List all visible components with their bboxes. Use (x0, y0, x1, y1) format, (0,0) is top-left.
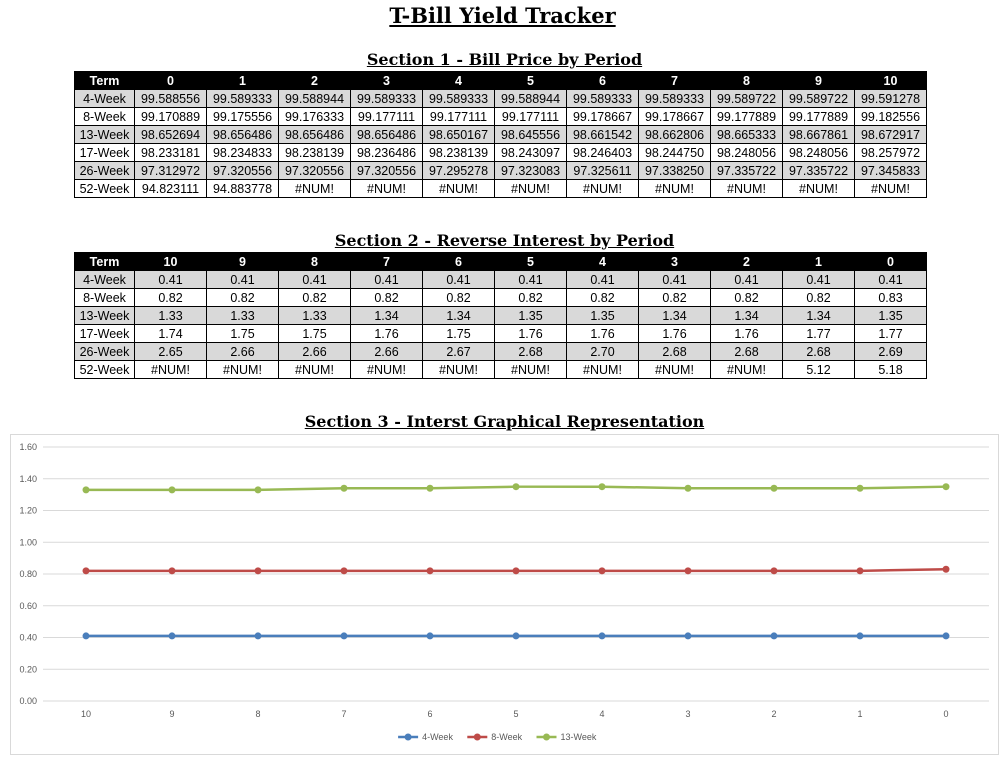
value-cell: 0.41 (351, 271, 423, 289)
value-cell: #NUM! (135, 361, 207, 379)
data-point (83, 486, 90, 493)
table-row (75, 271, 927, 289)
table-row (75, 180, 927, 198)
value-cell: 0.41 (711, 271, 783, 289)
y-tick-label: 0.80 (19, 569, 37, 579)
data-point (599, 567, 606, 574)
value-cell: 0.82 (711, 289, 783, 307)
value-cell: 0.82 (567, 289, 639, 307)
value-cell: #NUM! (639, 180, 711, 198)
term-cell: 8-Week (75, 108, 135, 126)
data-point (685, 485, 692, 492)
value-cell: 1.75 (207, 325, 279, 343)
value-cell: 0.41 (495, 271, 567, 289)
value-cell: 97.335722 (783, 162, 855, 180)
value-cell: 0.82 (135, 289, 207, 307)
value-cell: 2.69 (855, 343, 927, 361)
value-cell: 97.338250 (639, 162, 711, 180)
value-cell: 1.34 (639, 307, 711, 325)
value-cell: 1.34 (423, 307, 495, 325)
value-cell: 98.234833 (207, 144, 279, 162)
value-cell: 2.66 (207, 343, 279, 361)
column-header: 10 (855, 72, 927, 90)
value-cell: 0.82 (279, 289, 351, 307)
value-cell: 99.589333 (567, 90, 639, 108)
value-cell: 98.248056 (783, 144, 855, 162)
value-cell: 98.233181 (135, 144, 207, 162)
value-cell: 99.170889 (135, 108, 207, 126)
value-cell: 1.34 (711, 307, 783, 325)
value-cell: 98.650167 (423, 126, 495, 144)
interest-line-chart (10, 434, 999, 755)
value-cell: #NUM! (495, 361, 567, 379)
value-cell: 1.33 (135, 307, 207, 325)
data-point (83, 567, 90, 574)
value-cell: 1.76 (495, 325, 567, 343)
value-cell: 99.589333 (639, 90, 711, 108)
value-cell: 97.325611 (567, 162, 639, 180)
value-cell: 1.75 (423, 325, 495, 343)
column-header: 5 (495, 72, 567, 90)
term-cell: 8-Week (75, 289, 135, 307)
data-point (255, 632, 262, 639)
value-cell: 94.883778 (207, 180, 279, 198)
value-cell: 5.18 (855, 361, 927, 379)
value-cell: 0.82 (423, 289, 495, 307)
value-cell: #NUM! (423, 180, 495, 198)
x-tick-label: 1 (857, 709, 863, 719)
value-cell: 99.588556 (135, 90, 207, 108)
value-cell: 98.661542 (567, 126, 639, 144)
table-row (75, 162, 927, 180)
value-cell: 0.41 (639, 271, 711, 289)
data-point (341, 632, 348, 639)
column-header: 10 (135, 253, 207, 271)
data-point (943, 566, 950, 573)
column-header: 6 (423, 253, 495, 271)
column-header: 9 (207, 253, 279, 271)
x-tick-label: 6 (427, 709, 433, 719)
value-cell: #NUM! (639, 361, 711, 379)
value-cell: 98.236486 (351, 144, 423, 162)
data-point (599, 483, 606, 490)
value-cell: 1.33 (279, 307, 351, 325)
value-cell: 2.66 (351, 343, 423, 361)
y-tick-label: 0.00 (19, 696, 37, 706)
table-row (75, 325, 927, 343)
value-cell: 98.243097 (495, 144, 567, 162)
value-cell: 2.68 (495, 343, 567, 361)
value-cell: #NUM! (207, 361, 279, 379)
value-cell: 99.589722 (783, 90, 855, 108)
x-tick-label: 3 (685, 709, 691, 719)
value-cell: #NUM! (855, 180, 927, 198)
value-cell: 0.41 (279, 271, 351, 289)
data-point (169, 567, 176, 574)
value-cell: 97.320556 (279, 162, 351, 180)
value-cell: 99.589722 (711, 90, 783, 108)
value-cell: 0.82 (207, 289, 279, 307)
data-point (169, 486, 176, 493)
data-point (771, 567, 778, 574)
legend-marker (543, 734, 550, 741)
data-point (599, 632, 606, 639)
y-tick-label: 0.40 (19, 632, 37, 643)
value-cell: 99.588944 (495, 90, 567, 108)
value-cell: 94.823111 (135, 180, 207, 198)
value-cell: 98.665333 (711, 126, 783, 144)
term-cell: 13-Week (75, 126, 135, 144)
column-header: 5 (495, 253, 567, 271)
column-header: 9 (783, 72, 855, 90)
value-cell: 97.312972 (135, 162, 207, 180)
value-cell: 0.41 (783, 271, 855, 289)
value-cell: 98.248056 (711, 144, 783, 162)
table-row (75, 108, 927, 126)
value-cell: 98.246403 (567, 144, 639, 162)
value-cell: 2.65 (135, 343, 207, 361)
legend-label: 13-Week (560, 732, 597, 742)
x-tick-label: 0 (943, 709, 949, 719)
value-cell: 0.82 (783, 289, 855, 307)
table-row (75, 144, 927, 162)
value-cell: 99.588944 (279, 90, 351, 108)
value-cell: 99.177889 (711, 108, 783, 126)
value-cell: #NUM! (711, 180, 783, 198)
term-cell: 26-Week (75, 343, 135, 361)
column-header: 1 (783, 253, 855, 271)
value-cell: 98.652694 (135, 126, 207, 144)
value-cell: #NUM! (783, 180, 855, 198)
table-row (75, 126, 927, 144)
value-cell: 99.178667 (639, 108, 711, 126)
value-cell: 98.244750 (639, 144, 711, 162)
value-cell: 97.295278 (423, 162, 495, 180)
term-cell: 13-Week (75, 307, 135, 325)
data-point (341, 567, 348, 574)
value-cell: 98.656486 (207, 126, 279, 144)
data-point (857, 632, 864, 639)
y-tick-label: 1.20 (19, 505, 37, 516)
term-cell: 52-Week (75, 180, 135, 198)
value-cell: 1.34 (783, 307, 855, 325)
table-header-row (75, 253, 927, 271)
value-cell: 1.77 (855, 325, 927, 343)
term-cell: 17-Week (75, 144, 135, 162)
value-cell: #NUM! (279, 361, 351, 379)
value-cell: 99.178667 (567, 108, 639, 126)
value-cell: 2.68 (783, 343, 855, 361)
column-header: 2 (711, 253, 783, 271)
value-cell: #NUM! (567, 180, 639, 198)
data-point (857, 567, 864, 574)
value-cell: 2.70 (567, 343, 639, 361)
value-cell: 97.345833 (855, 162, 927, 180)
x-tick-label: 9 (169, 709, 175, 719)
value-cell: 97.323083 (495, 162, 567, 180)
value-cell: #NUM! (711, 361, 783, 379)
data-point (771, 632, 778, 639)
value-cell: 0.41 (855, 271, 927, 289)
term-cell: 52-Week (75, 361, 135, 379)
column-header: 1 (207, 72, 279, 90)
value-cell: 97.335722 (711, 162, 783, 180)
table-row (75, 361, 927, 379)
value-cell: 1.76 (711, 325, 783, 343)
value-cell: 1.75 (279, 325, 351, 343)
data-point (857, 485, 864, 492)
value-cell: 0.82 (351, 289, 423, 307)
value-cell: 1.77 (783, 325, 855, 343)
value-cell: 0.41 (567, 271, 639, 289)
value-cell: 99.589333 (351, 90, 423, 108)
section2-title: Section 2 - Reverse Interest by Period (334, 231, 675, 250)
x-tick-label: 4 (599, 709, 605, 719)
value-cell: 5.12 (783, 361, 855, 379)
value-cell: 99.177889 (783, 108, 855, 126)
y-tick-label: 1.60 (19, 442, 37, 452)
value-cell: 2.67 (423, 343, 495, 361)
column-header: 4 (567, 253, 639, 271)
term-cell: 17-Week (75, 325, 135, 343)
value-cell: 2.68 (711, 343, 783, 361)
value-cell: 99.175556 (207, 108, 279, 126)
value-cell: 0.41 (207, 271, 279, 289)
value-cell: #NUM! (495, 180, 567, 198)
value-cell: 1.76 (639, 325, 711, 343)
value-cell: 98.667861 (783, 126, 855, 144)
value-cell: 99.589333 (423, 90, 495, 108)
value-cell: 1.35 (567, 307, 639, 325)
value-cell: 1.35 (855, 307, 927, 325)
table-row (75, 90, 927, 108)
column-header: 3 (639, 253, 711, 271)
value-cell: 2.68 (639, 343, 711, 361)
value-cell: 99.182556 (855, 108, 927, 126)
column-header: 8 (279, 253, 351, 271)
term-cell: 4-Week (75, 90, 135, 108)
data-point (943, 483, 950, 490)
data-point (513, 483, 520, 490)
value-cell: #NUM! (423, 361, 495, 379)
legend-marker (474, 734, 481, 741)
value-cell: 98.238139 (279, 144, 351, 162)
value-cell: #NUM! (351, 361, 423, 379)
data-point (943, 632, 950, 639)
value-cell: #NUM! (279, 180, 351, 198)
data-point (771, 485, 778, 492)
value-cell: 98.645556 (495, 126, 567, 144)
x-tick-label: 2 (771, 709, 777, 719)
column-header: 7 (639, 72, 711, 90)
data-point (513, 567, 520, 574)
value-cell: 0.41 (423, 271, 495, 289)
x-tick-label: 5 (513, 709, 519, 719)
x-tick-label: 10 (80, 709, 92, 719)
value-cell: 97.320556 (207, 162, 279, 180)
value-cell: #NUM! (567, 361, 639, 379)
x-tick-label: 8 (255, 709, 261, 719)
value-cell: 0.82 (495, 289, 567, 307)
x-tick-label: 7 (341, 709, 347, 719)
value-cell: 99.177111 (351, 108, 423, 126)
data-point (685, 632, 692, 639)
table-row (75, 343, 927, 361)
column-header: 3 (351, 72, 423, 90)
chart-svg (11, 435, 998, 754)
value-cell: 1.74 (135, 325, 207, 343)
value-cell: 98.257972 (855, 144, 927, 162)
value-cell: 1.76 (567, 325, 639, 343)
section3-title: Section 3 - Interst Graphical Representation (304, 412, 705, 431)
reverse-interest-table (74, 252, 927, 379)
table-header-row (75, 72, 927, 90)
column-header: 7 (351, 253, 423, 271)
y-tick-label: 0.60 (19, 600, 37, 611)
term-cell: 4-Week (75, 271, 135, 289)
y-tick-label: 1.40 (19, 473, 37, 484)
data-point (427, 485, 434, 492)
value-cell: 98.656486 (279, 126, 351, 144)
value-cell: 97.320556 (351, 162, 423, 180)
value-cell: 98.656486 (351, 126, 423, 144)
page-title: T-Bill Yield Tracker (389, 3, 616, 28)
data-point (255, 567, 262, 574)
y-tick-label: 1.00 (19, 537, 37, 548)
term-cell: 26-Week (75, 162, 135, 180)
data-point (255, 486, 262, 493)
value-cell: #NUM! (351, 180, 423, 198)
section1-title: Section 1 - Bill Price by Period (366, 50, 643, 69)
value-cell: 98.238139 (423, 144, 495, 162)
column-header: 6 (567, 72, 639, 90)
value-cell: 99.591278 (855, 90, 927, 108)
value-cell: 98.662806 (639, 126, 711, 144)
value-cell: 99.176333 (279, 108, 351, 126)
legend-label: 4-Week (422, 732, 453, 742)
data-point (83, 632, 90, 639)
value-cell: 99.589333 (207, 90, 279, 108)
value-cell: 0.83 (855, 289, 927, 307)
value-cell: 0.82 (639, 289, 711, 307)
value-cell: 98.672917 (855, 126, 927, 144)
bill-price-table (74, 71, 927, 198)
column-header: 4 (423, 72, 495, 90)
table-row (75, 307, 927, 325)
legend-label: 8-Week (491, 732, 523, 742)
data-point (341, 485, 348, 492)
value-cell: 99.177111 (423, 108, 495, 126)
value-cell: 1.34 (351, 307, 423, 325)
value-cell: 1.33 (207, 307, 279, 325)
legend-marker (405, 734, 412, 741)
column-header: Term (75, 253, 135, 271)
value-cell: 1.76 (351, 325, 423, 343)
data-point (513, 632, 520, 639)
value-cell: 99.177111 (495, 108, 567, 126)
data-point (685, 567, 692, 574)
column-header: Term (75, 72, 135, 90)
table-row (75, 289, 927, 307)
data-point (169, 632, 176, 639)
column-header: 0 (855, 253, 927, 271)
y-tick-label: 0.20 (19, 664, 37, 675)
value-cell: 2.66 (279, 343, 351, 361)
value-cell: 0.41 (135, 271, 207, 289)
data-point (427, 567, 434, 574)
value-cell: 1.35 (495, 307, 567, 325)
column-header: 0 (135, 72, 207, 90)
column-header: 8 (711, 72, 783, 90)
column-header: 2 (279, 72, 351, 90)
data-point (427, 632, 434, 639)
